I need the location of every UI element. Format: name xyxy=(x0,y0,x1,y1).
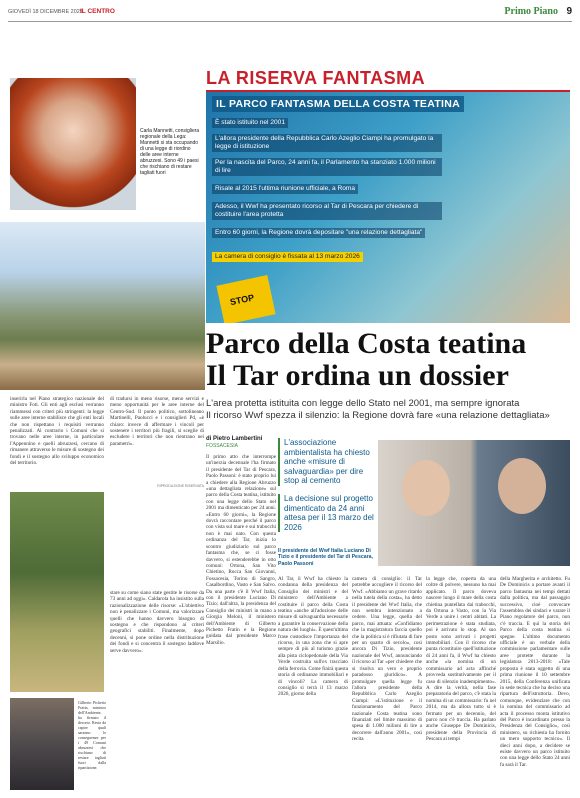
article-col-3: camera di consiglio: il Tar potrebbe accogliere il ricorso del Wwf. «Abbiamo un grave ritardo nella tutela della costa», ha detto il presidente del Wwf Italia, che non sembra intenzionato a cedere. Una legge, quella del parco, mai attuata: «Confidiamo che la magistratura faccia quello che la politica si è rifiutata di fare per un quarto di secolo», così ancora Di Tizio, presidente nazionale del Wwf, annunciando il ricorso al Tar «per chiedere che si risolva un vero e proprio paradosso giuridico». A promulgare quella legge fu l'allora presidente della Repubblica Carlo Azeglio Ciampi: «L'istituzione e il funzionamento del Parco nazionale Costa teatina sono finanziati nel limite massimo di spesa di 1.000 milioni di lire a decorrere dall'anno 2001», così recita xyxy=(352,576,422,743)
pullquote-2: La decisione sul progetto dimenticato da 24 anni attesa per il 13 marzo del 2026 xyxy=(278,494,374,532)
portrait-passoni xyxy=(498,458,546,514)
article-col-1: Il primo atto che interrompe un'inerzia decennale l'ha firmato il presidente del Tar di Pescara, Paolo Passoni: è stato proprio lui a chiedere alla Regione Abruzzo «una dettagliata relazione» sul parco della Costa teatina, istituito con una legge dello Stato nel 2001 ma dimenticato per 24 anni. «Entro 60 giorni», la Regione dovrà raccontare perché il parco con vista sul mare e sui trabocchi non è mai nato. Con questa ordinanza del Tar, inizia lo scontro giudiziario sul parco fantasma che, se ci fosse davvero, si estenderebbe in otto comuni: Ortona, San Vito Chietino, Rocca San Giovanni, Fossacesia, Torino di Sangro, Casalbordino, Vasto e San Salvo. Da una parte c'è il Wwf Italia, con il presidente Luciano Di Tizio; dall'altra, la presidenza del Consiglio dei ministri in mano a Giorgia Meloni, il ministero dell'Ambiente di Gilberto Pichetto Fratin e la Regione guidata dal presidente Marco Marsilio. xyxy=(206,454,276,646)
left-article-note: Gilberto Pichetto Fratin, ministro dell'Ambiente, ha firmato il decreto. Resta da capire quali saranno le conseguenze per i 49 Comuni abruzzesi che rischiano di restare tagliati fuori dalla ripartizione. xyxy=(78,700,106,770)
left-article-col-1: inserirla nel Piano strategico nazionale del ministro Foti. Gli enti agli esclusi verranno riammessi con criteri più stringenti: la legge sulle aree interne stabilisce che gli enti locali che non rispettano i requisiti verranno penalizzati. Al contrario i Comuni che si trovano nelle aree interne, in particolare l'Appennino e quelli abruzzesi, cercano di rimanere attraverso le misure di sostegno dei fondi e il sostegno allo sviluppo economico del territorio. xyxy=(10,396,104,467)
people-photo xyxy=(378,440,570,566)
section-name: Primo Piano xyxy=(504,6,558,17)
stop-sign-photo xyxy=(216,275,275,323)
fact-item: Adesso, il Wwf ha presentato ricorso al Tar di Pescara per chiedere di costituire l'area protetta xyxy=(212,202,442,220)
portrait-photo xyxy=(10,78,136,210)
portrait-caption: Carla Mannetti, consigliera regionale della Lega: Mannetti si sta occupando di una legge di riordino delle aree interne abruzzesi. Sono 49 i paesi che rischiano di restare tagliati fuori xyxy=(140,128,200,176)
fact-item: È stato istituito nel 2001 xyxy=(212,118,288,128)
fact-item: L'allora presidente della Repubblica Carlo Azeglio Ciampi ha promulgato la legge di istituzione xyxy=(212,134,442,152)
fact-item-highlight: La camera di consiglio è fissata al 13 marzo 2026 xyxy=(212,252,363,262)
left-article-col-2: di tradursi in meno risorse, meno servizi e meno opportunità per le aree interne del Centro-Sud. Il punto politico, sottolineano Martinelli, Paolucci e i consiglieri Pd, «è chiaro: invece di affermare i vincoli per sostenere i territori più fragili, si sceglie di escludere i territori che non rientrano nei parametri». xyxy=(110,396,204,447)
article-col-4: la legge che, coperta da una coltre di polvere, nessuno ha mai applicato. Il parco doveva nascere lungo il mare della costa chietina puntellata dai trabocchi, da Ortona a Vasto, con la Via Verde a unire i centri abitati. La perimetrazione è stata studiata, poi è arrivato lo stop. Al suo posto sono arrivati i progetti immobiliari. Con il ricorso che punta ricostituire quell'istituzione di 24 anni fa, il Wwf ha chiesto anche «la nomina di un commissario ad acta affinché provveda sostitutivamente per il caso di silenzio inadempimento». A dire la verità, nella fase preparatoria del parco, c'è stata la nomina di un commissario: fu nel 2014, ma da allora tutto si è fermato per un decennio, del parco non c'è traccia. Ha parlato anche Giuseppe De Dominicis, presidente della Provincia di Pescara ai tempi xyxy=(426,576,496,743)
article-col-5: della Margherita e architetto. Fu De Dominicis a portare avanti il parco fantasma nei tempi dettati dalla politica, ma dal passaggio successivo, cioè convocare l'assemblea dei sindaci e varare il Piano regolatore del parco, non c'è traccia. E qui la storia del Parco della costa teatina si spegne. L'ultimo documento ufficiale è un verbale della commissione parlamentare sulle aree protette durante la legislatura 2013-2018: «Tale proposta è stata oggetto di una prima riunione il 10 settembre 2015, della Conferenza unificata in sede tecnica che ha deciso una ripartura dell'istruttoria. Devo, comunque, evidenziare che con la nomina del commissario ad acta il processo monta istitutivo del Parco è incardinato presso la Presidenza del Consiglio», così ministero, su richiesta ha fornito un mero supporto tecnico». Il dieci anni dopo, a decidere se esiste davvero un parco istituito con una legge dello Stato 24 anni fa sarà il Tar. xyxy=(500,576,570,768)
hills-photo xyxy=(10,492,104,692)
subheadline-line-1: L'area protetta istituita con legge dello Stato nel 2001, ma sempre ignorata xyxy=(206,398,520,409)
portrait-di-tizio xyxy=(402,460,450,516)
fact-item: Entro 60 giorni, la Regione dovrà depositare "una relazione dettagliata" xyxy=(212,228,425,238)
issue-date: GIOVEDÌ 18 DICEMBRE 2025 xyxy=(8,9,83,15)
official-photo xyxy=(10,698,74,790)
village-landscape-photo xyxy=(0,222,205,390)
byline xyxy=(206,436,276,450)
page-header xyxy=(8,6,572,22)
subheadline xyxy=(206,398,570,422)
headline-line-1: Parco della Costa teatina xyxy=(206,327,527,360)
people-caption: Il presidente del Wwf Italia Luciano Di Tizio e il presidente del Tar di Pescara, Paolo Passoni xyxy=(278,548,373,567)
copyright-credit: RIPRODUZIONE RISERVATA xyxy=(157,484,204,488)
info-box-title: IL PARCO FANTASMA DELLA COSTA TEATINA xyxy=(212,96,464,112)
author: di Pietro Lambertini xyxy=(206,436,263,442)
headline xyxy=(206,328,570,392)
dateline: FOSSACESIA xyxy=(206,443,238,449)
fact-item: Per la nascita del Parco, 24 anni fa, il Parlamento ha stanziato 1.000 milioni di lire xyxy=(212,158,442,176)
fact-item: Risale al 2015 l'ultima riunione ufficiale, a Roma xyxy=(212,184,358,194)
stop-sign-label: STOP xyxy=(229,292,255,308)
article-col-2: Al Tar, il Wwf ha chiesto la condanna della presidenza del Consiglio dei ministri e del ministero dell'Ambiente a costituire il parco della Costa teatina «anche all'adozione delle misure di salvaguardia necessarie a garantire la conservazione della natura dei luoghi». È quest'ultima frase custodisce l'importanza del ricorso, in una zona che si apre sempre di più al turismo grazie alla pista ciclopedonale della Via Verde costruita sull'ex tracciato della ferrovia. Come finirà questa storia di ordinanze immobiliari e di vincoli? La camera di consiglio si terrà il 13 marzo 2026, giorno della xyxy=(278,576,348,698)
headline-line-2: Il Tar ordina un dossier xyxy=(206,359,509,392)
page-number: 9 xyxy=(566,6,572,17)
info-box xyxy=(206,92,570,323)
left-article-col-3: stare su come siano state gestite le risorse da 73 anni ad oggi». Caldarola ha insistito sulla razionalizzazione delle risorse: «L'obiettivo non è penalizzare i Comuni, ma valorizzare quelli che hanno davvero bisogno di sostegno e che rispondono ai criteri geografici stabiliti. Finalmente, dopo decenni, si pone ordine nella distribuzione dei fondi e si concentra il sostegno laddove serve davvero». xyxy=(110,590,204,654)
newspaper-name: IL CENTRO xyxy=(80,8,115,15)
subheadline-line-2: Il ricorso Wwf spezza il silenzio: la Regione dovrà fare «una relazione dettagliata» xyxy=(206,410,550,421)
pullquote-1: L'associazione ambientalista ha chiesto anche «misure di salvaguardia» per dire stop al cemento xyxy=(278,438,374,486)
section-kicker: LA RISERVA FANTASMA xyxy=(206,68,570,92)
